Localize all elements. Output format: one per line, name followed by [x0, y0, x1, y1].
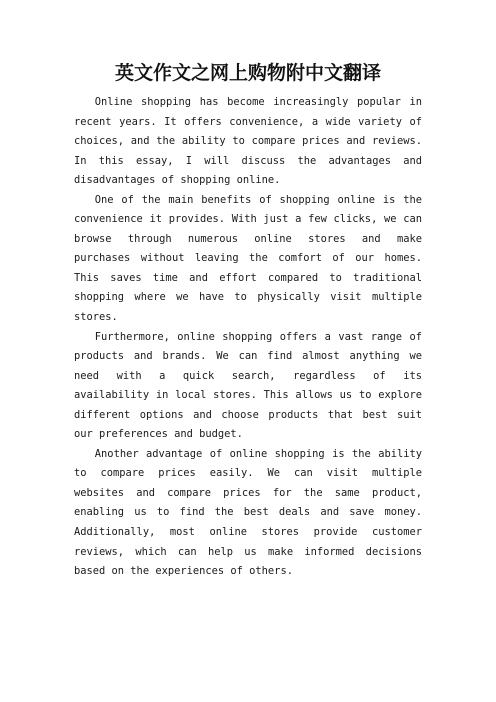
document-title: 英文作文之网上购物附中文翻译 [114, 62, 381, 84]
paragraph-convenience: One of the main benefits of shopping online is the convenience it provides. With just a few clicks, we can browse through numerous online stores and make purchases without leaving the comfort of our homes. This saves time and effort compared to traditional shopping where we have to physically visit multiple stores. [74, 193, 422, 324]
paragraph-product-range: Furthermore, online shopping offers a vast range of products and brands. We can find almost anything we need with a quick search, regardless of its availability in local stores. This allows us to explore different options and choose products that best suit our preferences and budget. [74, 330, 422, 441]
document-body [74, 93, 422, 582]
paragraph-price-comparison: Another advantage of online shopping is the ability to compare prices easily. We can visit multiple websites and compare prices for the same product, enabling us to find the best deals and save money. Additionally, most online stores provide customer reviews, which can help us make informed decisions based on the experiences of others. [74, 447, 422, 578]
paragraph-intro: Online shopping has become increasingly popular in recent years. It offers convenience, a wide variety of choices, and the ability to compare prices and reviews. In this essay, I will discuss the advantages and disadvantages of shopping online. [74, 96, 422, 187]
